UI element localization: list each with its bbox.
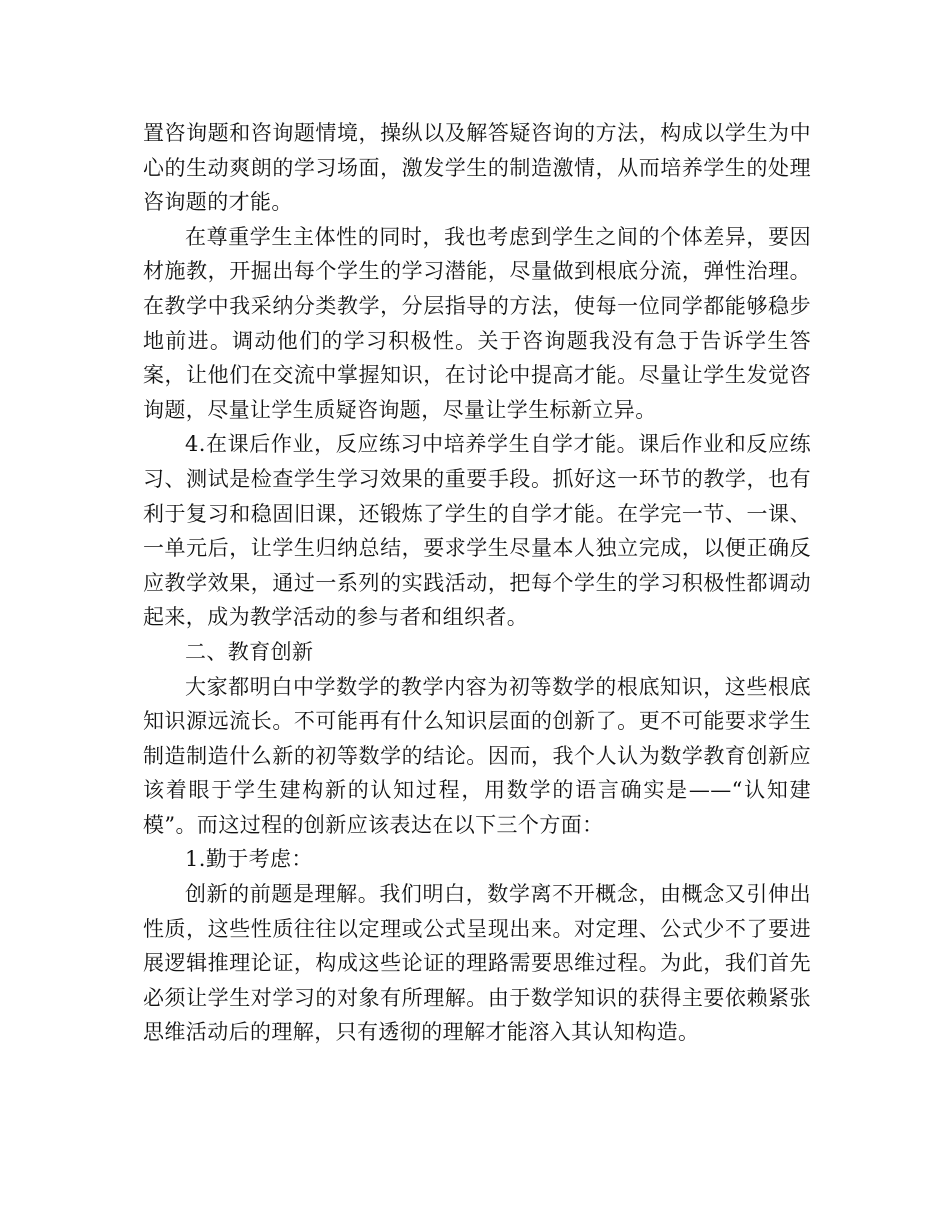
paragraph-understanding: 创新的前题是理解。我们明白，数学离不开概念，由概念又引伸出性质，这些性质往往以定理或公式呈现出来。对定理、公式少不了要进展逻辑推理论证，构成这些论证的理路需要思维过程。为此，我们首先必须让学生对学习的对象有所理解。由于数学知识的获得主要依赖紧张思维活动后的理解，只有透彻的理解才能溶入其认知构造。	[143, 882, 811, 1045]
paragraph-math-innovation: 大家都明白中学数学的教学内容为初等数学的根底知识，这些根底知识源远流长。不可能再有什么知识层面的创新了。更不可能要求学生制造制造什么新的初等数学的结论。因而，我个人认为数学教育创新应该着眼于学生建构新的认知过程，用数学的语言确实是——“认知建模”。而这过程的创新应该表达在以下三个方面：	[143, 674, 811, 837]
paragraph-homework-self-study: 4.在课后作业，反应练习中培养学生自学才能。课后作业和反应练习、测试是检查学生学习效果的重要手段。抓好这一环节的教学，也有利于复习和稳固旧课，还锻炼了学生的自学才能。在学完一节、一课、一单元后，让学生归纳总结，要求学生尽量本人独立完成，以便正确反应教学效果，通过一系列的实践活动，把每个学生的学习积极性都调动起来，成为教学活动的参与者和组织者。	[143, 432, 811, 630]
paragraph-continued: 置咨询题和咨询题情境，操纵以及解答疑咨询的方法，构成以学生为中心的生动爽朗的学习场面，激发学生的制造激情，从而培养学生的处理咨询题的才能。	[143, 121, 811, 215]
section-heading-education-innovation: 二、教育创新	[185, 639, 314, 664]
subheading-diligent-thinking: 1.勤于考虑：	[185, 847, 313, 872]
document-page	[143, 116, 811, 1050]
paragraph-individual-differences: 在尊重学生主体性的同时，我也考虑到学生之间的个体差异，要因材施教，开掘出每个学生的学习潜能，尽量做到根底分流，弹性治理。在教学中我采纳分类教学，分层指导的方法，使每一位同学都能够稳步地前进。调动他们的学习积极性。关于咨询题我没有急于告诉学生答案，让他们在交流中掌握知识，在讨论中提高才能。尽量让学生发觉咨询题，尽量让学生质疑咨询题，尽量让学生标新立异。	[143, 224, 811, 422]
